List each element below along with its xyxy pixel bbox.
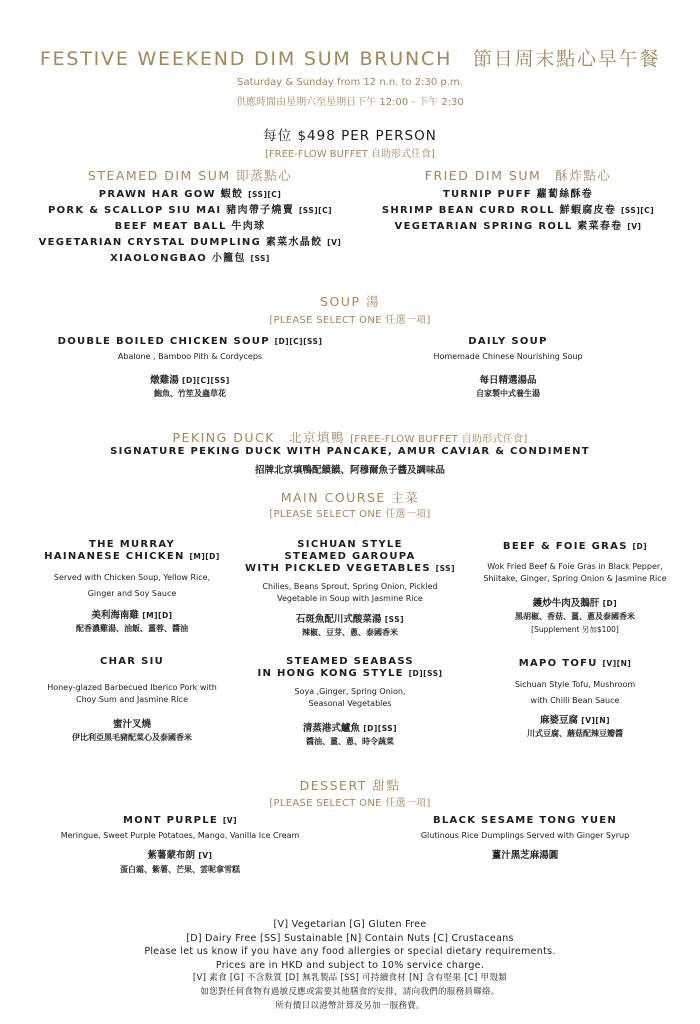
dish-name-cn: 紫薯蒙布朗 [V] [147,850,213,861]
dish-name-line: CHAR SIU [99,656,165,667]
main-item-beef-foie-gras [460,541,690,635]
dish-name-cn: 薑汁黑芝麻湯圓 [491,850,559,861]
dish-name-cn: 每日精選湯品 [479,375,537,386]
main-course-heading: MAIN COURSE 主菜 [280,490,420,505]
dish-name-line: HAINANESE CHICKEN [M][D] [44,551,220,562]
dish-name-cn: 燉雞湯 [D][C][SS] [150,375,230,386]
supplement-note: [Supplement 另加$100] [531,625,619,634]
peking-duck-heading: PEKING DUCK 北京填鴨 [FREE-FLOW BUFFET 自助形式任食] [172,430,528,445]
list-item: PORK & SCALLOP SIU MAI 豬肉帶子燒賣 [SS][C] [47,205,333,216]
dish-name: DOUBLE BOILED CHICKEN SOUP [D][C][SS] [57,336,323,347]
main-item-hainanese-chicken [22,539,242,634]
dish-name-line: BEEF & FOIE GRAS [D] [502,541,648,552]
dish-description-cn: 辣椒、豆芽、蔥、泰國香米 [302,628,398,637]
dish-name-cn: 清蒸港式鱸魚 [D][SS] [302,723,398,734]
dish-description: Honey-glazed Barbecued Iberico Pork with Choy Sum and Jasmine Rice [47,683,217,704]
dish-name: DAILY SOUP [468,336,548,347]
dish-name-line: STEAMED GAROUPA [284,551,416,562]
footer-line: [V] Vegetarian [G] Gluten Free [273,919,427,930]
main-item-mapo-tofu [460,658,690,739]
dish-name-cn: 蜜汁叉燒 [112,719,151,730]
dessert-heading: DESSERT 甜點 [299,778,401,793]
dish-description-cn: 蛋白霜、紫薯、芒果、雲呢拿雪糕 [120,865,240,874]
service-hours-cn: 供應時間由星期六至星期日下午 12:00 - 下午 2:30 [236,97,464,108]
soup-item-chicken [30,336,350,399]
fried-dim-sum-section [358,166,678,235]
dish-description: Wok Fried Beef & Foie Gras in Black Pepper, Shiitake, Ginger, Spring Onion & Jasmine Rice [483,562,667,583]
list-item: PRAWN HAR GOW 蝦餃 [SS][C] [98,189,282,200]
dish-description: Chilies, Beans Sprout, Spring Onion, Pickled Vegetable in Soup with Jasmine Rice [262,582,438,603]
dish-description: Soya ,Ginger, Spring Onion, Seasonal Vegetables [294,687,406,708]
dish-name-cn: 石斑魚配川式酸菜湯 [SS] [295,614,405,625]
dish-description-cn: 自家製中式養生湯 [476,389,540,398]
list-item: SHRIMP BEAN CURD ROLL 鮮蝦腐皮卷 [SS][C] [381,205,655,216]
dish-name-cn: 鑊炒牛肉及鵝肝 [D] [532,598,618,609]
dessert-note: [PLEASE SELECT ONE 任選一項] [269,798,431,809]
footer-line: Please let us know if you have any food allergies or special dietary requirements. [144,946,556,958]
list-item: VEGETARIAN SPRING ROLL 素菜春卷 [V] [394,221,642,232]
soup-item-daily [358,336,658,399]
dish-description: Meringue, Sweet Purple Potatoes, Mango, Vanilla Ice Cream [60,831,300,840]
peking-duck-line-en: SIGNATURE PEKING DUCK WITH PANCAKE, AMUR CAVIAR & CONDIMENT [110,446,590,457]
service-hours-en: Saturday & Sunday from 12 n.n. to 2:30 p.m. [237,77,463,88]
steamed-heading: STEAMED DIM SUM 即蒸點心 [87,168,293,183]
dish-name-line: WITH PICKLED VEGETABLES [SS] [245,563,455,574]
dish-description: Sichuan Style Tofu, Mushroom with Chilli Bean Sauce [514,680,636,705]
footer-legend [0,918,700,1013]
list-item: TURNIP PUFF 蘿蔔絲酥卷 [442,189,594,200]
footer-line: Prices are in HKD and subject to 10% service charge. [215,959,485,971]
dish-name-cn: 麻婆豆腐 [V][N] [539,715,611,726]
footer-line: 所有價目以港幣計算及另加一服務費。 [275,1000,425,1011]
menu-title: FESTIVE WEEKEND DIM SUM BRUNCH 節日周末點心早午餐 [39,48,661,70]
dish-description-cn: 伊比利亞黑毛豬配菜心及泰國香米 [72,733,192,742]
steamed-list [30,187,350,267]
dish-description: Served with Chicken Soup, Yellow Rice, Ginger and Soy Sauce [53,573,211,598]
dish-description-cn: 黑胡椒、香菇、薑、蔥及泰國香米 [515,612,635,621]
fried-heading: FRIED DIM SUM 酥炸點心 [424,168,612,183]
soup-note: [PLEASE SELECT ONE 任選一項] [269,315,431,326]
dish-description-cn: 配香濃雞湯、油飯、薑蓉、醬油 [76,624,188,633]
dish-name: BLACK SESAME TONG YUEN [432,815,618,826]
dish-name-cn: 美利海南雞 [M][D] [91,610,173,621]
list-item: BEEF MEAT BALL 牛肉球 [114,221,266,232]
dish-description: Abalone , Bamboo Pith & Cordyceps [117,352,263,361]
footer-line: 如您對任何食物有過敏反應或需要其他膳食的安排，請向我們的服務員聯絡。 [200,986,500,997]
main-item-steamed-seabass [240,656,460,747]
dish-name-line: SICHUAN STYLE [297,539,403,550]
dish-description-cn: 川式豆腐、蘑菇配辣豆瓣醬 [527,729,623,738]
price-note: [FREE-FLOW BUFFET 自助形式任食] [265,149,435,160]
list-item: XIAOLONGBAO 小籠包 [SS] [110,253,270,264]
peking-duck-line-cn: 招牌北京填鴨配饃饃、阿穆爾魚子醬及調味品 [254,465,445,476]
main-item-char-siu [22,656,242,743]
main-item-sichuan-garoupa [240,539,460,638]
dish-name-line: THE MURRAY [89,539,175,550]
fried-list [358,187,678,235]
dish-name-line: IN HONG KONG STYLE [D][SS] [257,668,443,679]
dish-name-line: STEAMED SEABASS [286,656,414,667]
dish-description: Glutinous Rice Dumplings Served with Ginger Syrup [420,831,630,840]
footer-line: [D] Dairy Free [SS] Sustainable [N] Contain Nuts [C] Crustaceans [186,932,514,944]
dessert-item-tong-yuen [365,815,685,861]
dish-description-cn: 鮑魚、竹笙及蟲草花 [154,389,226,398]
dish-name-line: MAPO TOFU [V][N] [518,658,632,669]
main-course-note: [PLEASE SELECT ONE 任選一項] [269,509,431,520]
footer-line: [V] 素食 [G] 不含麩質 [D] 無乳製品 [SS] 可持續食材 [N] 含有堅果 [C] 甲殼類 [192,973,508,984]
dish-name: MONT PURPLE [V] [122,815,238,826]
soup-heading: SOUP 湯 [320,294,380,309]
list-item: VEGETARIAN CRYSTAL DUMPLING 素菜水晶餃 [V] [38,237,342,248]
dish-description-cn: 醬油、薑、蔥、時令蔬菜 [306,737,394,746]
dessert-item-mont-purple [20,815,340,875]
steamed-dim-sum-section [30,166,350,267]
price: 每位 $498 PER PERSON [263,128,437,144]
dish-description: Homemade Chinese Nourishing Soup [433,352,583,361]
